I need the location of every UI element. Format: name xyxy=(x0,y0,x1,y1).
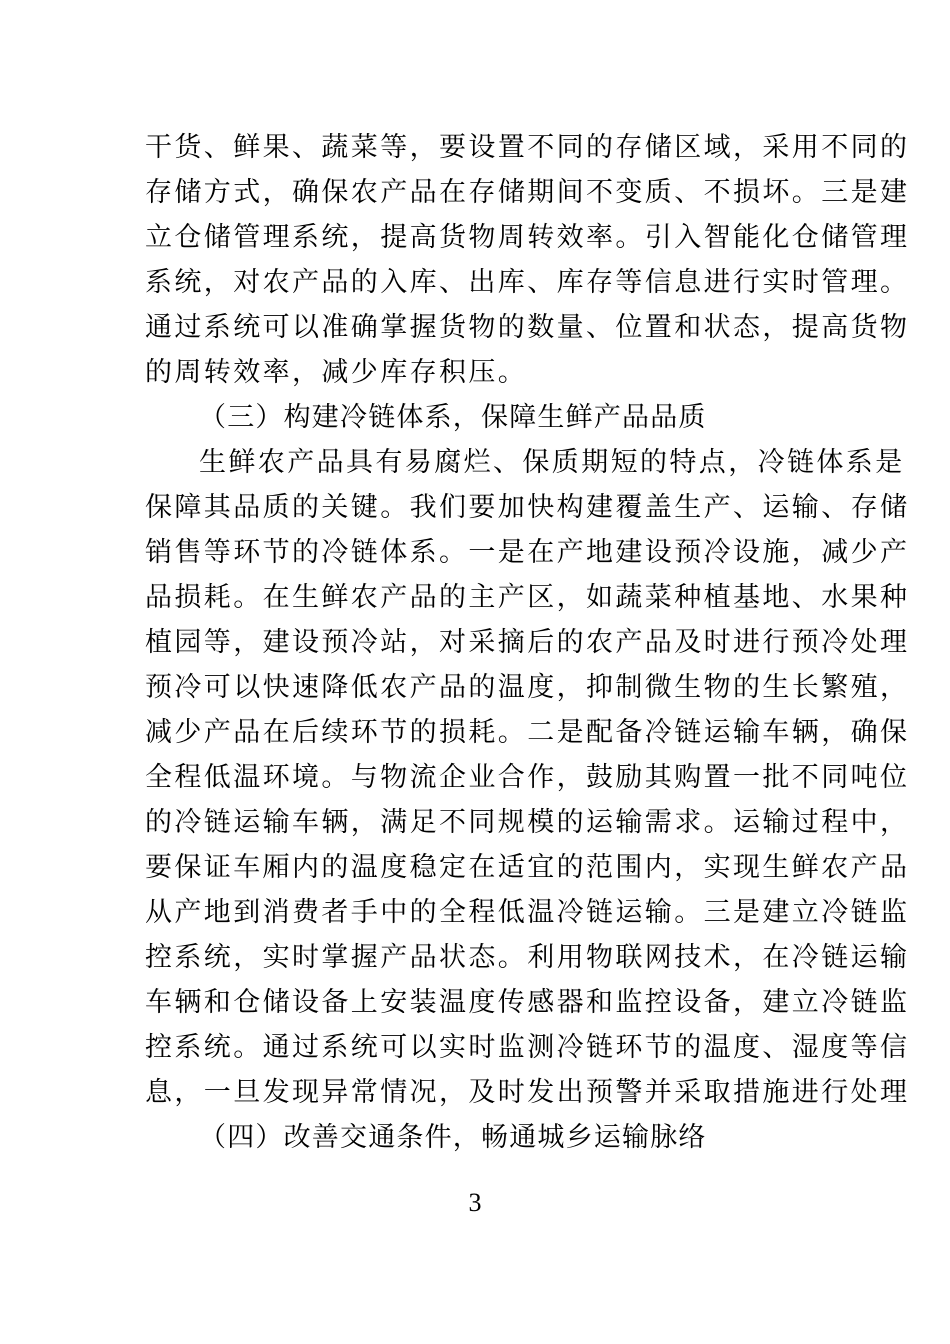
paragraph-line: 控系统。通过系统可以实时监测冷链环节的温度、湿度等信 xyxy=(145,1032,910,1063)
paragraph-line: 品损耗。在生鲜农产品的主产区，如蔬菜种植基地、水果种 xyxy=(145,582,910,613)
paragraph-line: 减少产品在后续环节的损耗。二是配备冷链运输车辆，确保 xyxy=(145,717,910,748)
paragraph-line: 车辆和仓储设备上安装温度传感器和监控设备，建立冷链监 xyxy=(145,987,910,1018)
paragraph-line: 销售等环节的冷链体系。一是在产地建设预冷设施，减少产 xyxy=(145,537,910,568)
paragraph-line: 保障其品质的关键。我们要加快构建覆盖生产、运输、存储 xyxy=(145,492,910,523)
paragraph-line: 从产地到消费者手中的全程低温冷链运输。三是建立冷链监 xyxy=(145,897,910,928)
paragraph-line: 系统，对农产品的入库、出库、库存等信息进行实时管理。 xyxy=(145,267,910,298)
paragraph-line: 控系统，实时掌握产品状态。利用物联网技术，在冷链运输 xyxy=(145,942,910,973)
paragraph-line: 生鲜农产品具有易腐烂、保质期短的特点，冷链体系是 xyxy=(199,447,905,478)
paragraph-line: 植园等，建设预冷站，对采摘后的农产品及时进行预冷处理 xyxy=(145,627,910,658)
paragraph-line: 的冷链运输车辆，满足不同规模的运输需求。运输过程中， xyxy=(145,807,910,838)
paragraph-line: 通过系统可以准确掌握货物的数量、位置和状态，提高货物 xyxy=(145,312,910,343)
paragraph-line: 全程低温环境。与物流企业合作，鼓励其购置一批不同吨位 xyxy=(145,762,910,793)
paragraph-line: 要保证车厢内的温度稳定在适宜的范围内，实现生鲜农产品 xyxy=(145,852,910,883)
paragraph-line: 存储方式，确保农产品在存储期间不变质、不损坏。三是建 xyxy=(145,177,910,208)
paragraph-line: 息，一旦发现异常情况，及时发出预警并采取措施进行处理 xyxy=(145,1077,910,1108)
paragraph-line: 立仓储管理系统，提高货物周转效率。引入智能化仓储管理 xyxy=(145,222,910,253)
section-heading-3: （三）构建冷链体系，保障生鲜产品品质 xyxy=(199,402,707,433)
page-number: 3 xyxy=(468,1188,482,1217)
paragraph-line: 干货、鲜果、蔬菜等，要设置不同的存储区域，采用不同的 xyxy=(145,132,910,163)
paragraph-line: 预冷可以快速降低农产品的温度，抑制微生物的生长繁殖， xyxy=(145,672,910,703)
section-heading-4: （四）改善交通条件，畅通城乡运输脉络 xyxy=(199,1122,707,1153)
paragraph-line: 的周转效率，减少库存积压。 xyxy=(145,357,528,388)
